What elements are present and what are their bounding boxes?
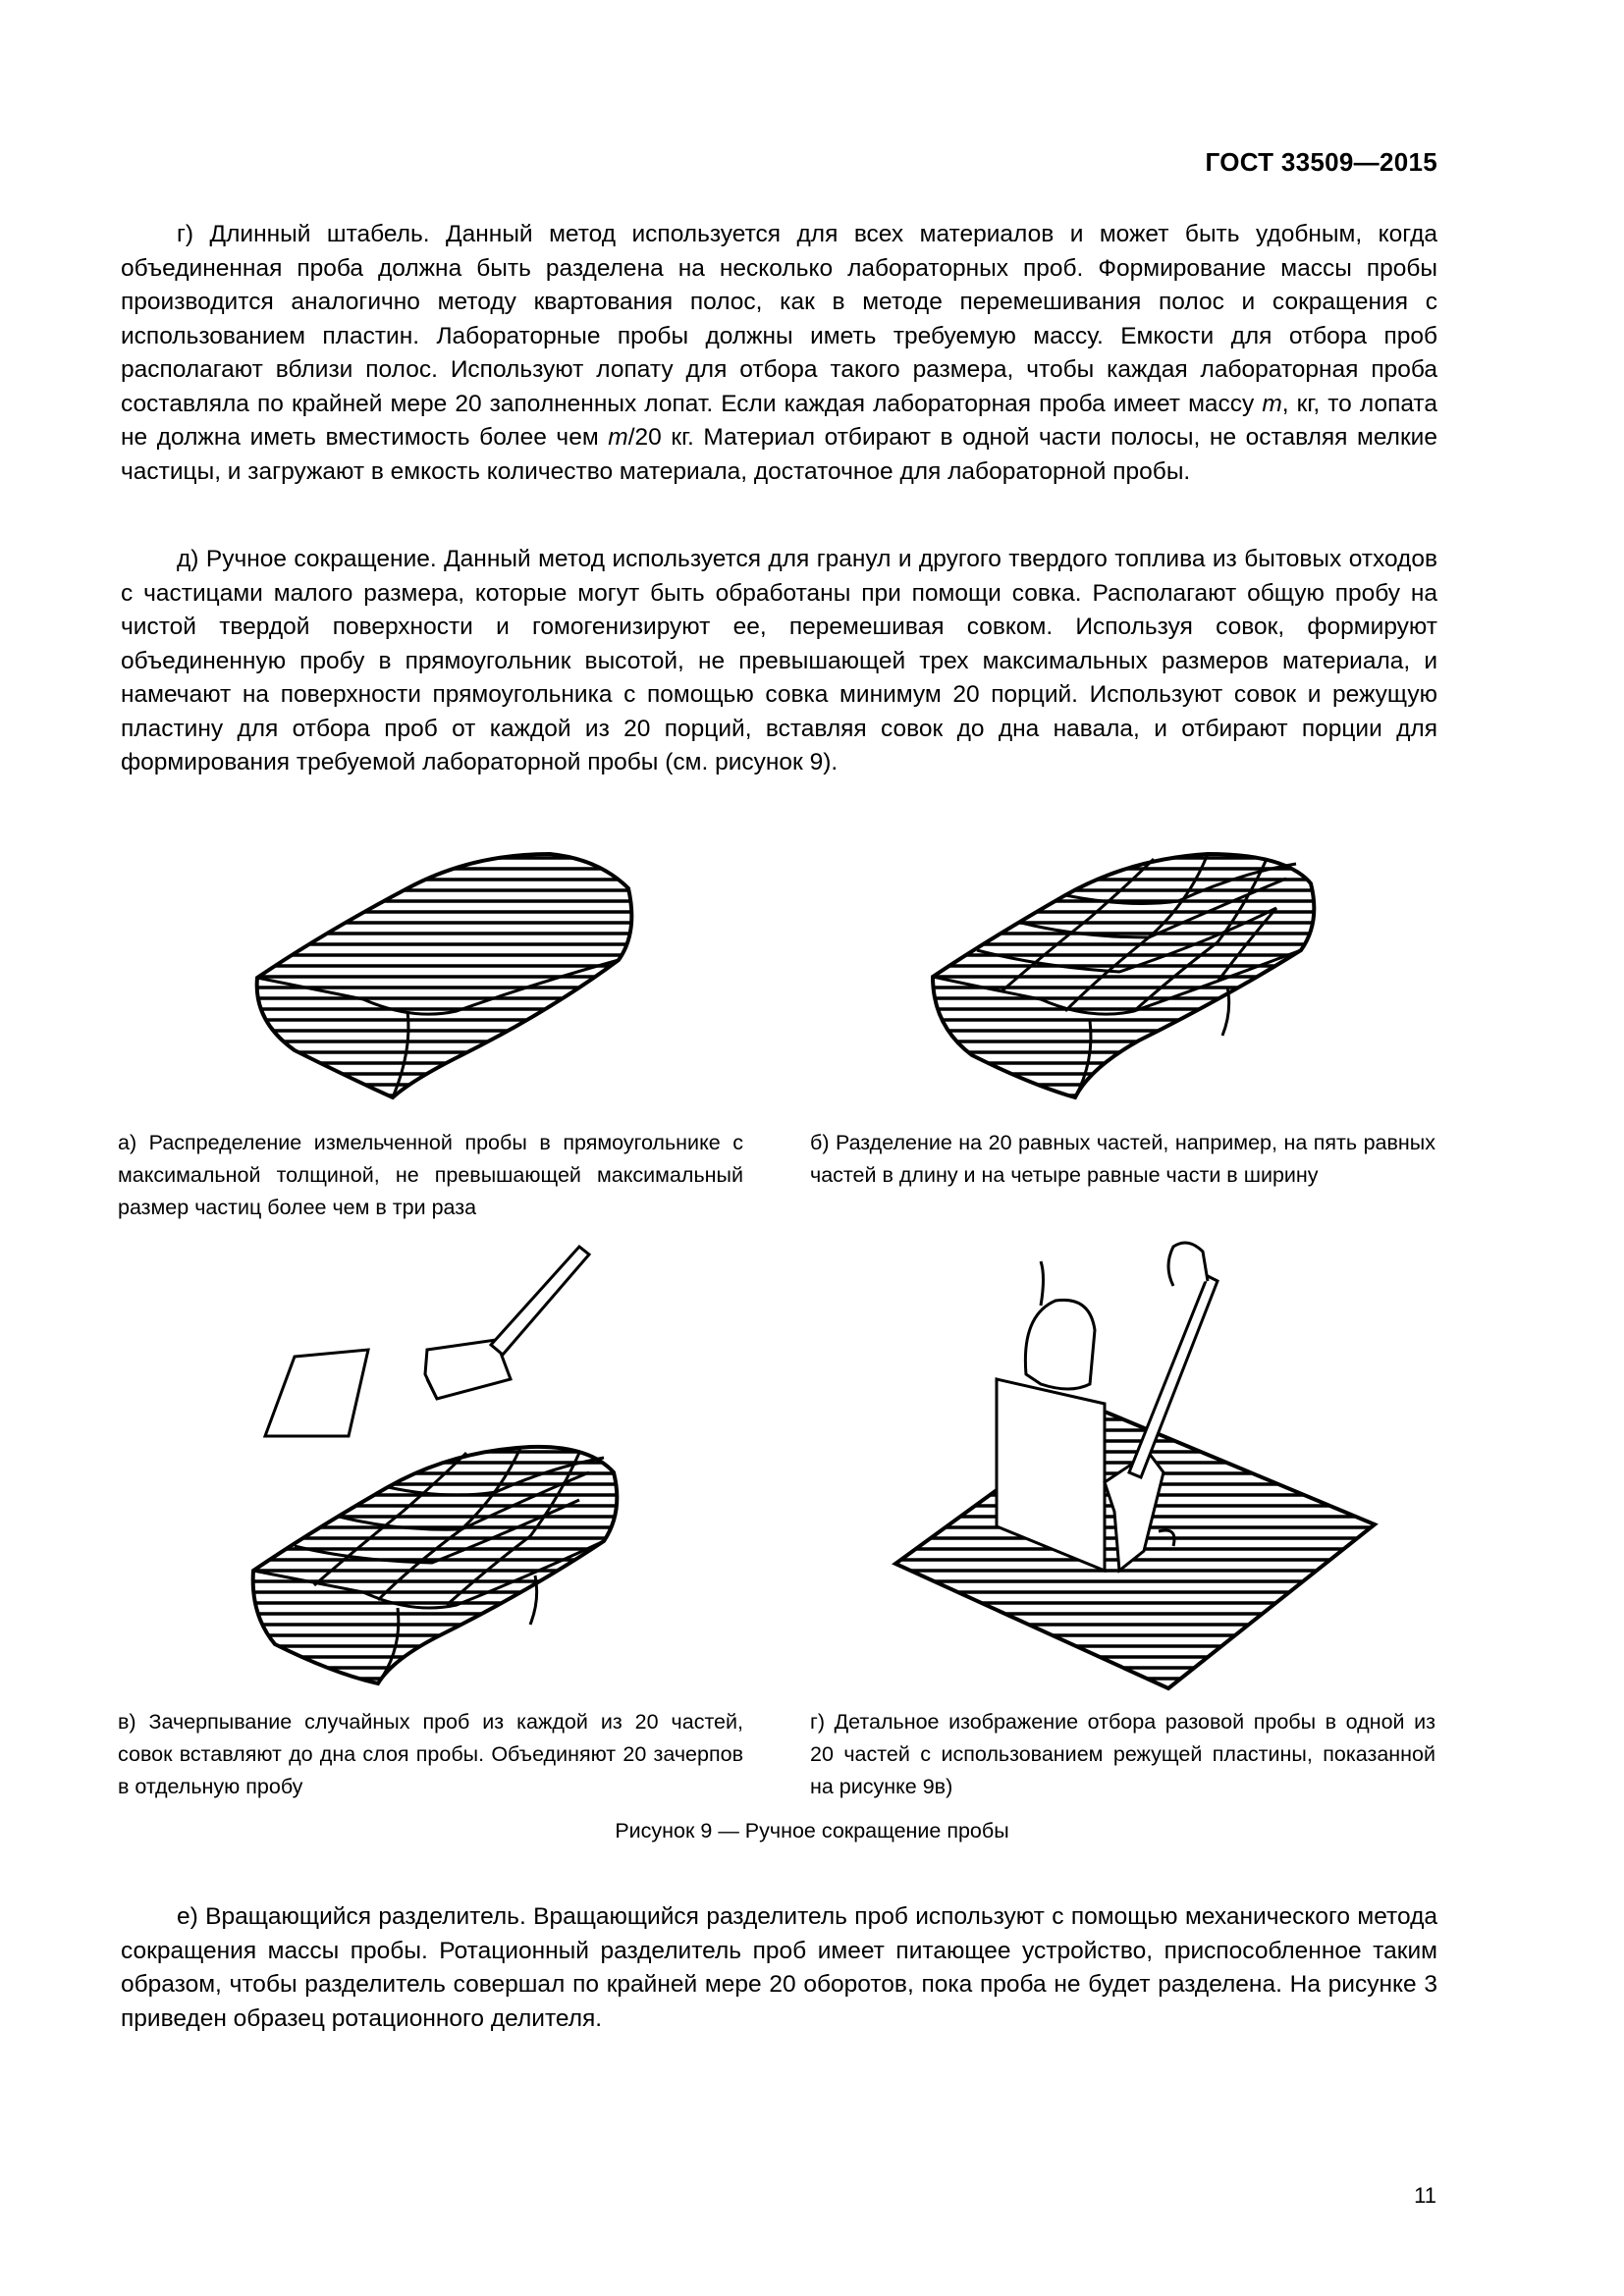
paragraph-g-text-2: , кг, то лопата не должна иметь вместимость более чем [121, 390, 1437, 451]
divided-slab-figure-b [933, 854, 1314, 1097]
paragraph-g-text-1: г) Длинный штабель. Данный метод используется для всех материалов и может быть удобным, когда объединенная проба должна быть разделена на несколько лабораторных проб. Формирование массы пробы производится аналогично методу квартования полос, как в методе перемешивания полос и сокращения с использованием пластин. Лабораторные пробы должны иметь требуемую массу. Емкости для отбора проб располагают вблизи полос. Используют лопату для отбора такого размера, чтобы каждая лабораторная проба составляла по крайней мере 20 заполненных лопат. Если каждая лабораторная проба имеет массу [121, 221, 1437, 417]
caption-g: г) Детальное изображение отбора разовой пробы в одной из 20 частей с использованием режущей пластины, показанной на рисунке 9в) [810, 1710, 1435, 1798]
caption-v: в) Зачерпывание случайных проб из каждой из 20 частей, совок вставляют до дна слоя пробы. Объединяют 20 зачерпов в отдельную пробу [118, 1710, 743, 1798]
paragraph-g-text-3: /20 кг. Материал отбирают в одной части полосы, не оставляя мелкие частицы, и загружают в емкость количество материала, достаточное для лабораторной пробы. [121, 424, 1437, 485]
paragraph-d: д) Ручное сокращение. Данный метод используется для гранул и другого твердого топлива из бытовых отходов с частицами малого размера, которые могут быть обработаны при помощи совка. Располагают общую пробу на чистой твердой поверхности и гомогенизируют ее, перемешивая совком. Используя совок, формируют объединенную пробу в прямоугольник высотой, не превышающей трех максимальных размеров материала, и намечают на поверхности прямоугольника с помощью совка минимум 20 порций. Используют совок и режущую пластину для отбора проб от каждой из 20 порций, вставляя совок до дна навала, и отбирают порции для формирования требуемой лабораторной пробы (см. рисунок 9). [121, 546, 1437, 775]
caption-b: б) Разделение на 20 равных частей, например, на пять равных частей в длину и на четыре равные части в ширину [810, 1131, 1435, 1187]
document-code: ГОСТ 33509—2015 [1205, 147, 1437, 177]
mass-variable-2: m [608, 424, 628, 451]
page-number: 11 [1414, 2183, 1436, 2208]
scoop-figure-v [253, 1247, 618, 1683]
mass-variable: m [1262, 390, 1282, 417]
detail-figure-g [895, 1243, 1375, 1688]
slab-figure-a [257, 854, 632, 1097]
figure-title: Рисунок 9 — Ручное сокращение пробы [615, 1819, 1009, 1842]
caption-a: а) Распределение измельченной пробы в прямоугольнике с максимальной толщиной, не превышающей максимальный размер частиц более чем в три раза [118, 1131, 743, 1219]
paragraph-e: е) Вращающийся разделитель. Вращающийся разделитель проб используют с помощью механического метода сокращения массы пробы. Ротационный разделитель проб имеет питающее устройство, приспособленное таким образом, чтобы разделитель совершал по крайней мере 20 оборотов, пока проба не будет разделена. На рисунке 3 приведен образец ротационного делителя. [121, 1903, 1437, 2032]
